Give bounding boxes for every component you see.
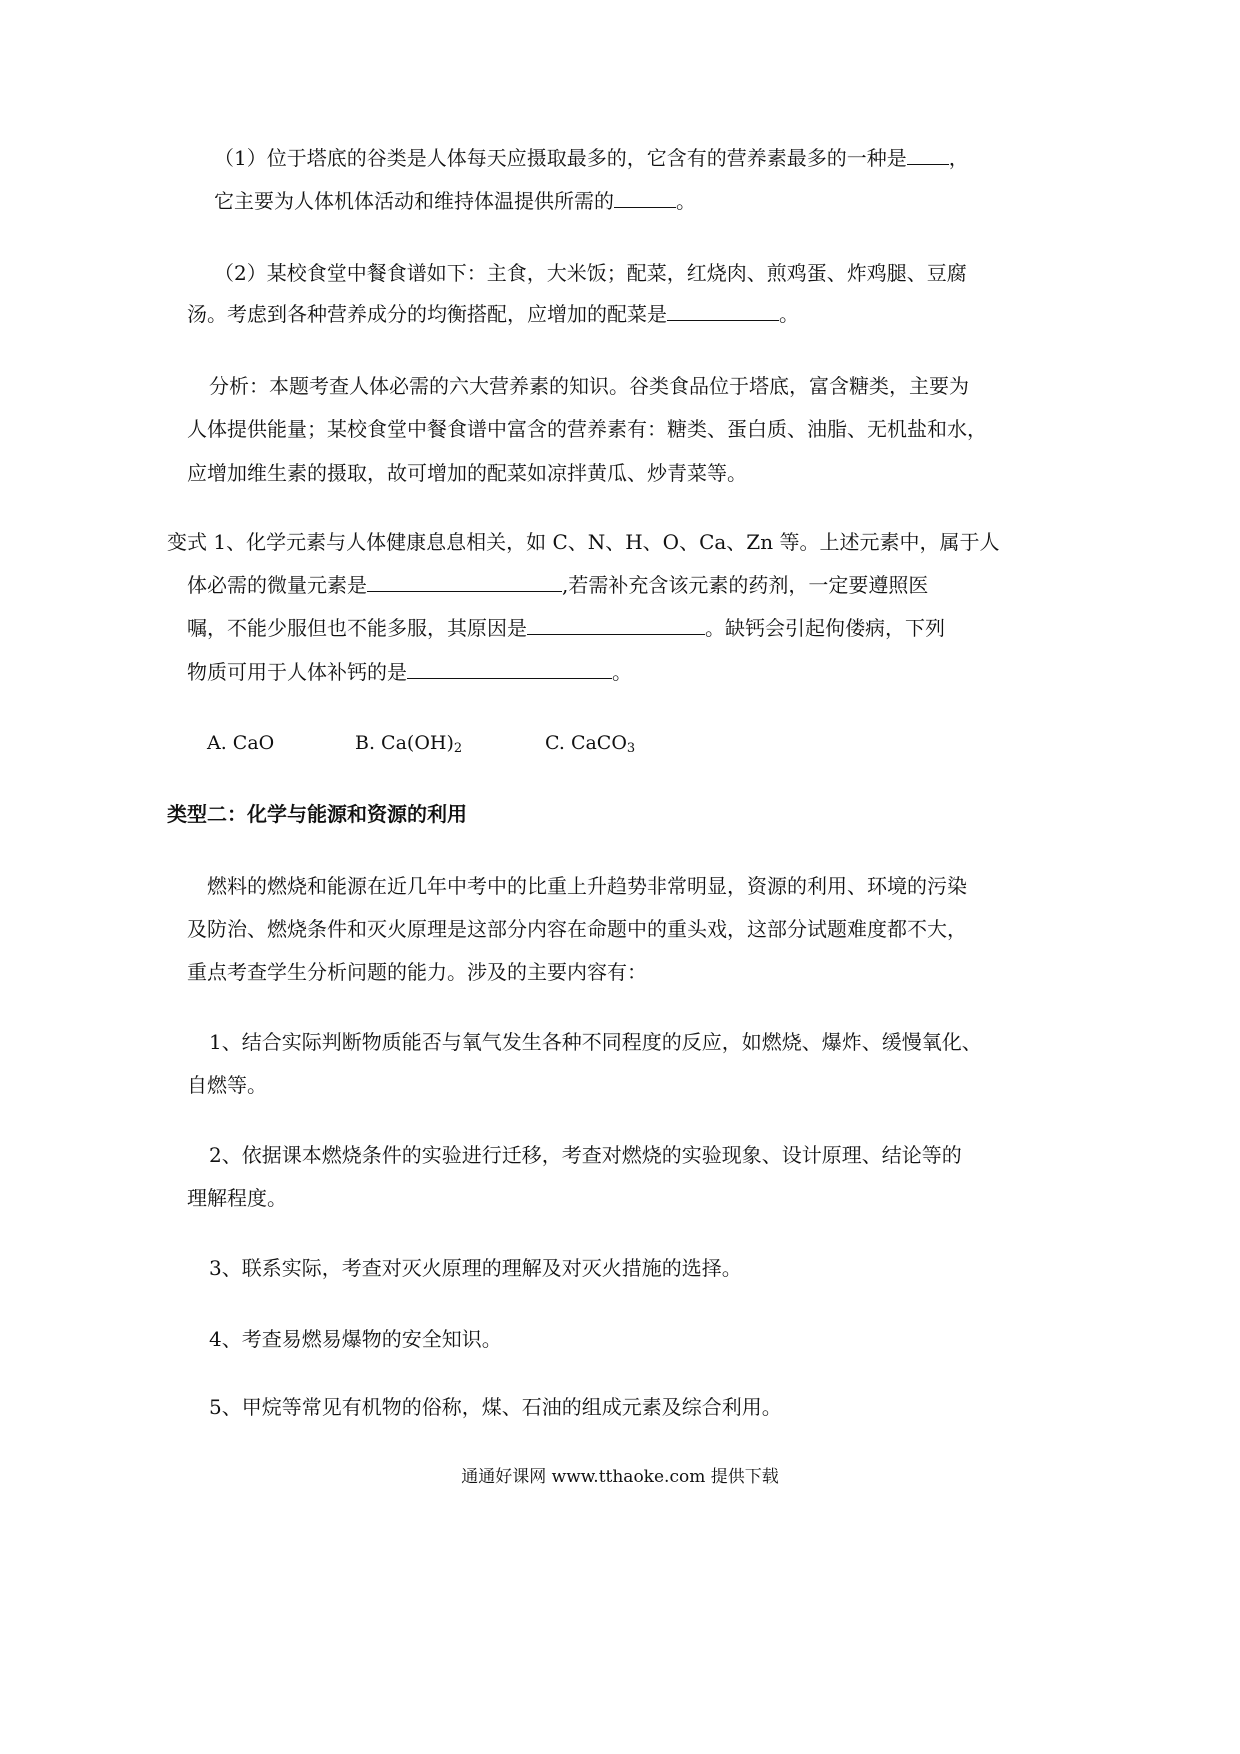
answer-blank[interactable]: [907, 146, 949, 165]
list-item-2a: 2、依据课本燃烧条件的实验进行迁移，考查对燃烧的实验现象、设计原理、结论等的: [209, 1143, 962, 1167]
q1-text: （1）位于塔底的谷类是人体每天应摄取最多的，它含有的营养素最多的一种是: [214, 146, 907, 170]
list-item-5: 5、甲烷等常见有机物的俗称，煤、石油的组成元素及综合利用。: [209, 1395, 782, 1419]
option-b[interactable]: B. $Ca(OH)_2$: [355, 732, 463, 756]
list-item-1a: 1、结合实际判断物质能否与氧气发生各种不同程度的反应，如燃烧、爆炸、缓慢氧化、: [209, 1030, 982, 1054]
page-footer: 通通好课网 www.tthaoke.com 提供下载: [461, 1467, 779, 1487]
q2-text: （2）某校食堂中餐食谱如下：主食，大米饭；配菜，红烧肉、煎鸡蛋、炸鸡腿、豆腐: [214, 261, 967, 285]
q2-line-1: [214, 261, 967, 285]
intro-line-2: 及防治、燃烧条件和灭火原理是这部分内容在命题中的重头戏，这部分试题难度都不大，: [187, 917, 967, 941]
answer-blank[interactable]: [367, 573, 562, 592]
q1-line-1: （1）位于塔底的谷类是人体每天应摄取最多的，它含有的营养素最多的一种是 ，: [214, 146, 969, 170]
answer-blank[interactable]: [614, 189, 676, 208]
variant-line-1: 变式 1、化学元素与人体健康息息相关，如 C、N、H、O、Ca、Zn 等。上述元素中，属于人: [167, 530, 1000, 554]
q2-line-2: 汤。考虑到各种营养成分的均衡搭配，应增加的配菜是 。: [187, 302, 799, 326]
list-item-2b: 理解程度。: [187, 1186, 287, 1210]
analysis-line-1: 分析：本题考查人体必需的六大营养素的知识。谷类食品位于塔底，富含糖类，主要为: [209, 374, 969, 398]
list-item-1b: 自燃等。: [187, 1073, 267, 1097]
variant-line-3: 嘱，不能少服但也不能多服，其原因是 。缺钙会引起佝偻病，下列: [187, 616, 945, 640]
analysis-line-2: 人体提供能量；某校食堂中餐食谱中富含的营养素有：糖类、蛋白质、油脂、无机盐和水，: [187, 417, 987, 441]
answer-blank[interactable]: [667, 302, 779, 321]
intro-line-1: 燃料的燃烧和能源在近几年中考中的比重上升趋势非常明显，资源的利用、环境的污染: [207, 874, 967, 898]
option-a[interactable]: A. CaO: [207, 732, 275, 754]
option-c[interactable]: C. CaCO$_3$: [545, 732, 636, 756]
list-item-4: 4、考查易燃易爆物的安全知识。: [209, 1327, 502, 1351]
q1-line-2: 它主要为人体机体活动和维持体温提供所需的 。: [214, 189, 696, 213]
list-item-3: 3、联系实际，考查对灭火原理的理解及对灭火措施的选择。: [209, 1256, 742, 1280]
analysis-line-3: 应增加维生素的摄取，故可增加的配菜如凉拌黄瓜、炒青菜等。: [187, 461, 747, 485]
variant-line-2: 体必需的微量元素是 ,若需补充含该元素的药剂，一定要遵照医: [187, 573, 929, 597]
variant-line-4: 物质可用于人体补钙的是 。: [187, 660, 632, 684]
section-heading: 类型二：化学与能源和资源的利用: [167, 802, 467, 826]
intro-line-3: 重点考查学生分析问题的能力。涉及的主要内容有：: [187, 960, 647, 984]
q1-text: 它主要为人体机体活动和维持体温提供所需的: [214, 189, 614, 213]
answer-blank[interactable]: [407, 660, 612, 679]
q2-text: 汤。考虑到各种营养成分的均衡搭配，应增加的配菜是: [187, 302, 667, 326]
answer-blank[interactable]: [527, 616, 705, 635]
